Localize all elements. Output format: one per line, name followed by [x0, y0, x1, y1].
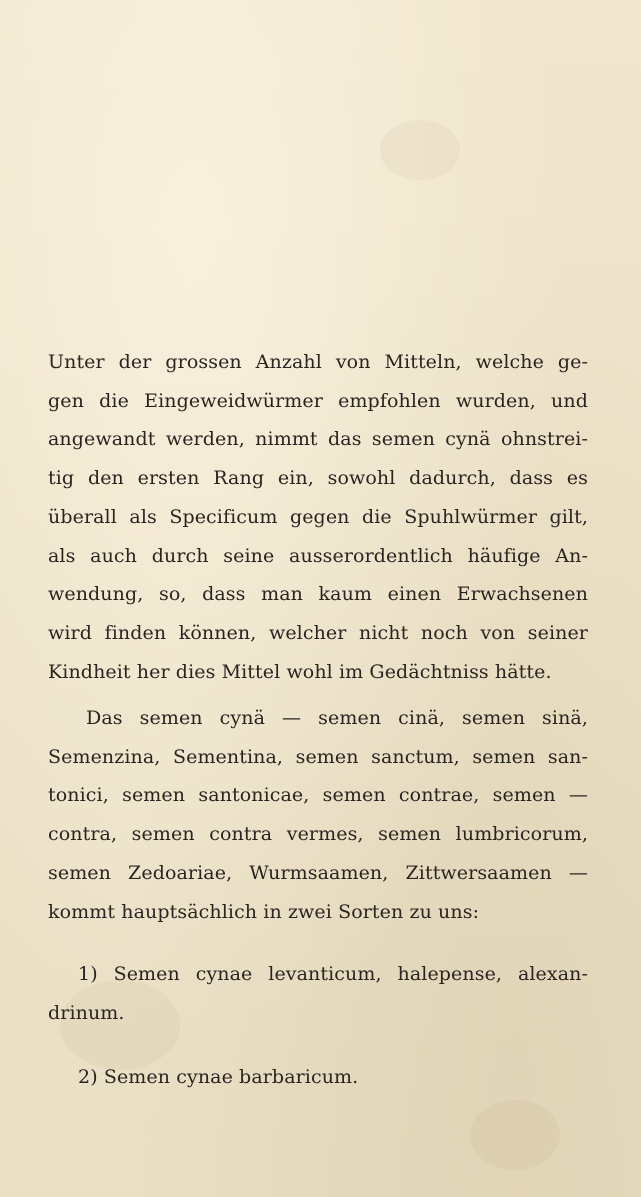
paragraph-2-line: Das semen cynä — semen cinä, semen sinä,	[86, 707, 588, 729]
paragraph-2-line: semen Zedoariae, Wurmsaamen, Zittwersaamen —	[48, 861, 588, 884]
paragraph-2-line: tonici, semen santonicae, semen contrae, semen —	[48, 784, 588, 807]
paragraph-1-line: wird finden können, welcher nicht noch von seiner	[48, 621, 588, 644]
paper-stain	[380, 120, 460, 180]
paragraph-1-line: angewandt werden, nimmt das semen cynä ohnstrei-	[48, 428, 588, 451]
list-item-line: drinum.	[48, 1001, 125, 1024]
paragraph-2-line: contra, semen contra vermes, semen lumbricorum,	[48, 823, 588, 846]
list-item-line: 1) Semen cynae levanticum, halepense, alexan-	[78, 963, 588, 985]
paragraph-2-line: Semenzina, Sementina, semen sanctum, semen san-	[48, 745, 588, 768]
paragraph-1	[48, 343, 588, 691]
paragraph-1-line: als auch durch seine ausserordentlich häufige An-	[48, 544, 588, 567]
list-item-2	[48, 1058, 588, 1097]
paragraph-1-line: Kindheit her dies Mittel wohl im Gedächtniss hätte.	[48, 660, 552, 683]
paper-stain	[470, 1100, 560, 1170]
paragraph-1-line: Unter der grossen Anzahl von Mitteln, welche ge-	[48, 351, 588, 373]
paragraph-1-line: gen die Eingeweidwürmer empfohlen wurden, und	[48, 389, 588, 412]
list-item-line: 2) Semen cynae barbaricum.	[78, 1066, 359, 1088]
paragraph-1-line: überall als Specificum gegen die Spuhlwürmer gilt,	[48, 505, 588, 528]
paragraph-2	[48, 699, 588, 931]
list-item-1	[48, 955, 588, 1032]
paragraph-2-line: kommt hauptsächlich in zwei Sorten zu uns:	[48, 900, 480, 923]
paragraph-1-line: wendung, so, dass man kaum einen Erwachsenen	[48, 583, 588, 606]
paragraph-1-line: tig den ersten Rang ein, sowohl dadurch, dass es	[48, 467, 588, 490]
